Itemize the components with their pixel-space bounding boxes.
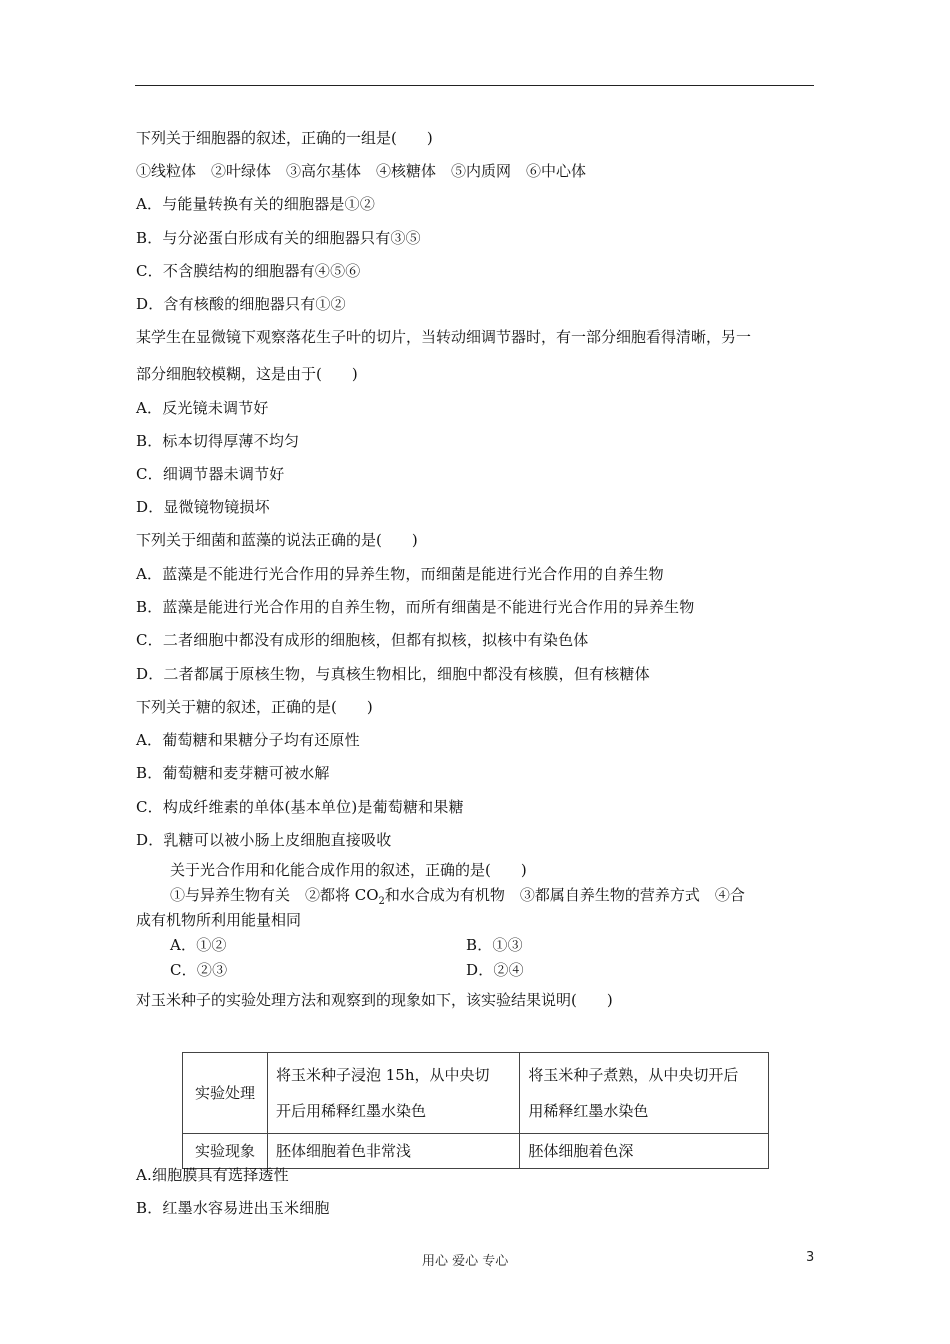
q4-option-a: A．葡萄糖和果糖分子均有还原性 (136, 731, 360, 749)
q5-option-b: B．①③ (466, 936, 523, 954)
table-header-treatment: 实验处理 (183, 1053, 268, 1134)
q2-option-d: D．显微镜物镜损坏 (136, 498, 270, 516)
q4-stem: 下列关于糖的叙述，正确的是( ) (136, 698, 373, 716)
q3-option-d: D．二者都属于原核生物，与真核生物相比，细胞中都没有核膜，但有核糖体 (136, 665, 650, 683)
q2-stem-line1: 某学生在显微镜下观察落花生子叶的切片，当转动细调节器时，有一部分细胞看得清晰，另一 (136, 328, 752, 346)
q1-option-c: C．不含膜结构的细胞器有④⑤⑥ (136, 262, 361, 280)
table-cell: 胚体细胞着色非常浅 (268, 1134, 520, 1169)
table-cell: 胚体细胞着色深 (520, 1134, 769, 1169)
table-row (183, 1053, 769, 1134)
q1-stem: 下列关于细胞器的叙述，正确的一组是( ) (136, 129, 433, 147)
q6-option-a: A.细胞膜具有选择透性 (136, 1166, 289, 1184)
q5-option-d: D．②④ (466, 961, 524, 979)
q4-option-d: D．乳糖可以被小肠上皮细胞直接吸收 (136, 831, 392, 849)
q3-stem: 下列关于细菌和蓝藻的说法正确的是( ) (136, 531, 418, 549)
table-cell (520, 1053, 769, 1134)
header-rule (135, 85, 814, 86)
table-cell-line: 开后用稀释红墨水染色 (276, 1102, 427, 1120)
q5-items-line2: 成有机物所利用能量相同 (136, 911, 302, 929)
table-cell (268, 1053, 520, 1134)
q5-option-a: A．①② (170, 936, 227, 954)
table-row (183, 1134, 769, 1169)
table-header-phenomenon: 实验现象 (183, 1134, 268, 1169)
q2-option-c: C．细调节器未调节好 (136, 465, 285, 483)
q1-option-a: A．与能量转换有关的细胞器是①② (136, 195, 376, 213)
q1-option-d: D．含有核酸的细胞器只有①② (136, 295, 346, 313)
q5-stem: 关于光合作用和化能合成作用的叙述，正确的是( ) (170, 861, 527, 879)
q5-option-c: C．②③ (170, 961, 228, 979)
q5-items-part1: ①与异养生物有关 ②都将 CO (170, 886, 379, 904)
q2-option-b: B．标本切得厚薄不均匀 (136, 432, 300, 450)
page-number: 3 (806, 1250, 815, 1265)
footer-slogan: 用心 爱心 专心 (422, 1254, 509, 1269)
q5-items-part2: 和水合成为有机物 ③都属自养生物的营养方式 ④合 (384, 886, 745, 904)
q3-option-b: B．蓝藻是能进行光合作用的自养生物，而所有细菌是不能进行光合作用的异养生物 (136, 598, 695, 616)
q2-option-a: A．反光镜未调节好 (136, 399, 269, 417)
q5-items-subscript: 2 (378, 896, 385, 907)
q5-items-line1 (170, 885, 745, 912)
q4-option-b: B．葡萄糖和麦芽糖可被水解 (136, 764, 330, 782)
q6-stem: 对玉米种子的实验处理方法和观察到的现象如下，该实验结果说明( ) (136, 991, 613, 1009)
q4-option-c: C．构成纤维素的单体(基本单位)是葡萄糖和果糖 (136, 798, 464, 816)
table-cell-line: 将玉米种子浸泡 15h，从中央切 (276, 1066, 490, 1084)
q3-option-c: C．二者细胞中都没有成形的细胞核，但都有拟核，拟核中有染色体 (136, 631, 589, 649)
q3-option-a: A．蓝藻是不能进行光合作用的异养生物，而细菌是能进行光合作用的自养生物 (136, 565, 664, 583)
q1-option-b: B．与分泌蛋白形成有关的细胞器只有③⑤ (136, 229, 421, 247)
table-cell-line: 将玉米种子煮熟，从中央切开后 (528, 1066, 739, 1084)
q1-items: ①线粒体 ②叶绿体 ③高尔基体 ④核糖体 ⑤内质网 ⑥中心体 (136, 162, 587, 180)
experiment-table (182, 1052, 769, 1169)
q2-stem-line2: 部分细胞较模糊，这是由于( ) (136, 365, 358, 383)
q6-option-b: B．红墨水容易进出玉米细胞 (136, 1199, 330, 1217)
table-cell-line: 用稀释红墨水染色 (528, 1102, 649, 1120)
